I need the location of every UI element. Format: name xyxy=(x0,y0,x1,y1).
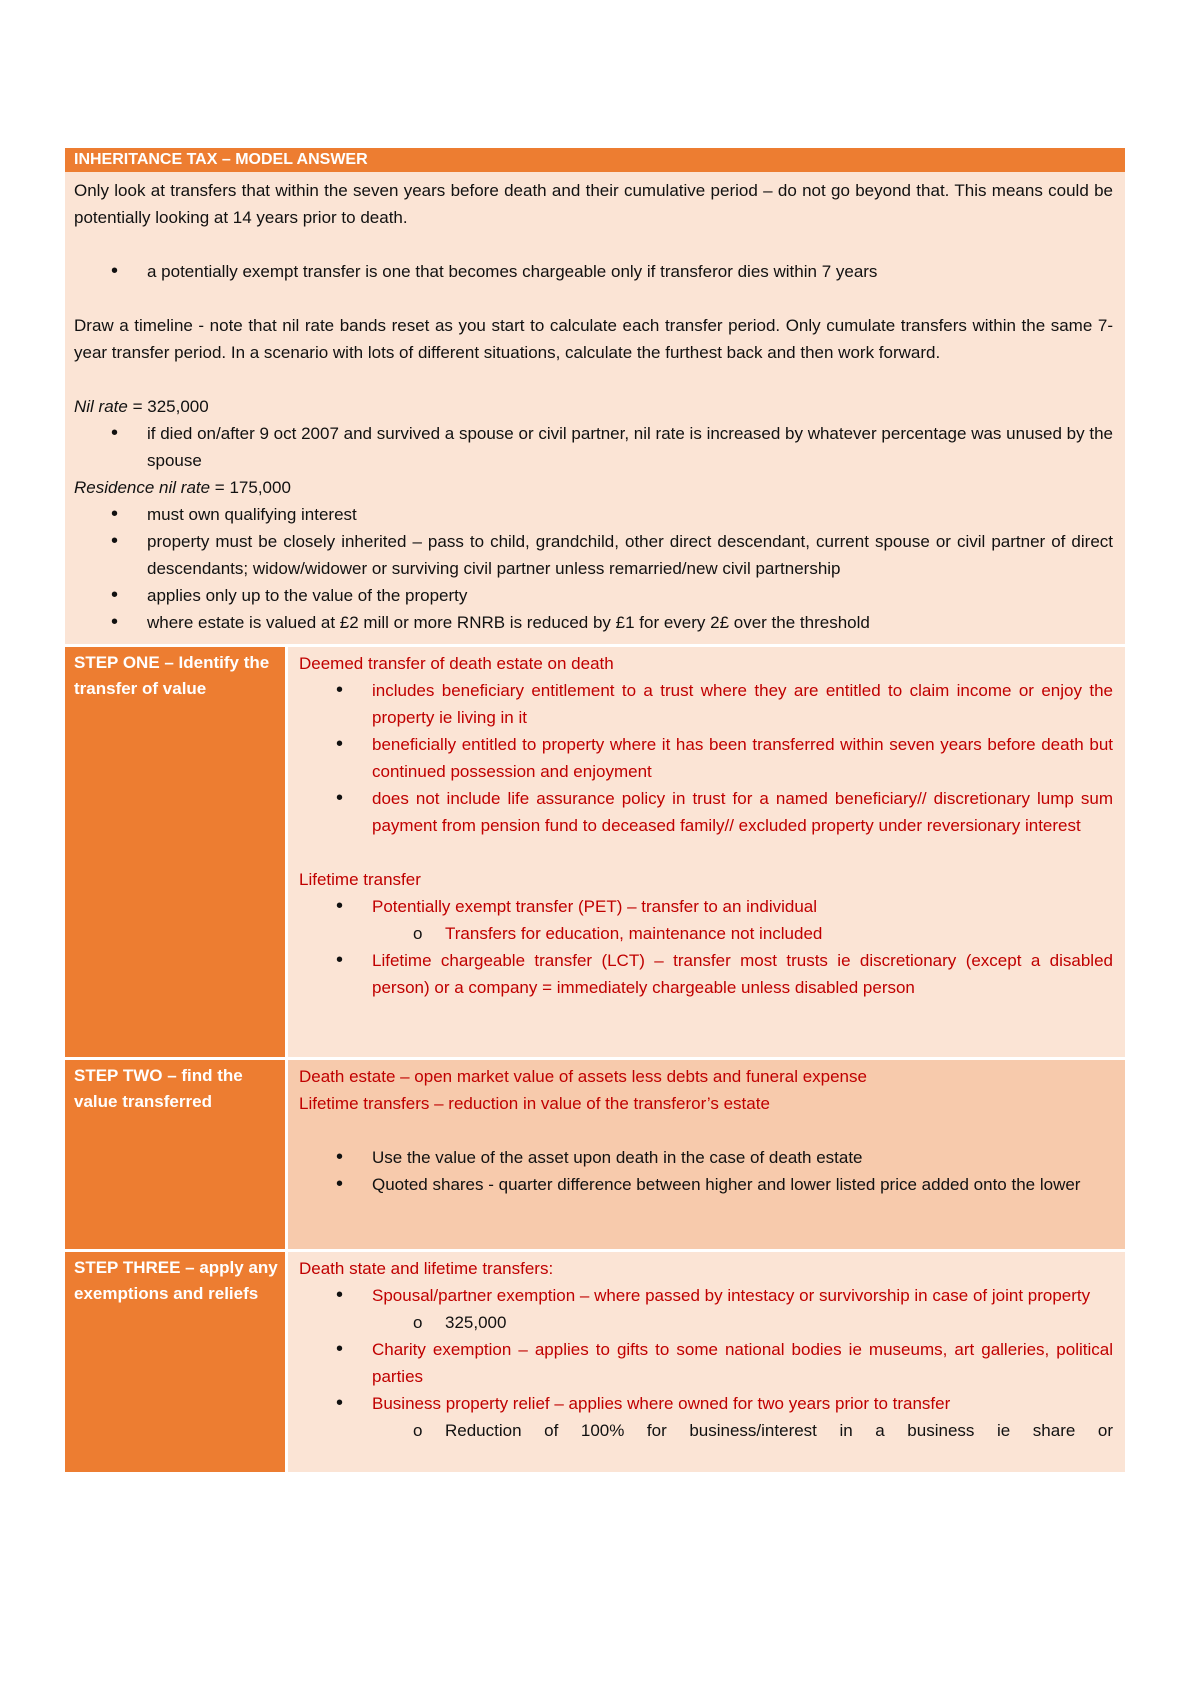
list-item: • beneficially entitled to property where it has been transferred within seven years before death but continued possession and enjoyment xyxy=(372,731,1113,785)
list-item xyxy=(372,1390,1113,1444)
list-item xyxy=(372,893,1113,947)
step-two-row xyxy=(65,1060,1125,1249)
intro-paragraph-2: Draw a timeline - note that nil rate bands reset as you start to calculate each transfer period. Only cumulate transfers within the same 7-year transfer period. In a scenario with lots of different situations, calculate the furthest back and then work forward. xyxy=(74,316,1113,362)
list-item: • Lifetime chargeable transfer (LCT) – transfer most trusts ie discretionary (except a disabled person) or a company = immediately chargeable unless disabled person xyxy=(372,947,1113,1001)
list-item: • must own qualifying interest xyxy=(147,501,1113,528)
list-item: • includes beneficiary entitlement to a trust where they are entitled to claim income or enjoy the property ie living in it xyxy=(372,677,1113,731)
spousal-sub-list xyxy=(372,1309,1113,1336)
nil-rate-label: Nil rate xyxy=(74,397,128,416)
intro-paragraph-1: Only look at transfers that within the seven years before death and their cumulative period – do not go beyond that. This means could be potentially looking at 14 years prior to death. xyxy=(74,181,1113,227)
step-three-content xyxy=(288,1252,1125,1472)
residence-nil-rate-value: = 175,000 xyxy=(210,478,291,497)
list-item: • where estate is valued at £2 mill or more RNRB is reduced by £1 for every 2£ over the threshold xyxy=(147,609,1113,636)
document xyxy=(65,148,1125,1472)
pet-sub-list xyxy=(372,920,1113,947)
lifetime-transfer-list xyxy=(299,893,1113,1001)
list-item: • Quoted shares - quarter difference between higher and lower listed price added onto the lower xyxy=(372,1171,1113,1198)
list-item: • Use the value of the asset upon death in the case of death estate xyxy=(372,1144,1113,1171)
list-item: o 325,000 xyxy=(445,1309,1113,1336)
step-two-list xyxy=(299,1144,1113,1198)
step-two-line-2: Lifetime transfers – reduction in value of the transferor’s estate xyxy=(299,1094,770,1113)
list-item: • a potentially exempt transfer is one that becomes chargeable only if transferor dies within 7 years xyxy=(147,258,1113,285)
step-two-line-1: Death estate – open market value of assets less debts and funeral expense xyxy=(299,1067,867,1086)
list-item: • applies only up to the value of the property xyxy=(147,582,1113,609)
spousal-exemption-text: Spousal/partner exemption – where passed by intestacy or survivorship in case of joint property xyxy=(372,1286,1091,1305)
step-three-label: STEP THREE – apply any exemptions and reliefs xyxy=(65,1252,285,1472)
table-header: INHERITANCE TAX – MODEL ANSWER xyxy=(65,148,1125,172)
bpr-sub-list xyxy=(372,1417,1113,1444)
pet-text: Potentially exempt transfer (PET) – transfer to an individual xyxy=(372,897,818,916)
business-property-relief-text: Business property relief – applies where owned for two years prior to transfer xyxy=(372,1394,951,1413)
list-item: • Charity exemption – applies to gifts to some national bodies ie museums, art galleries, political parties xyxy=(372,1336,1113,1390)
list-item: o Transfers for education, maintenance not included xyxy=(445,920,1113,947)
step-one-list xyxy=(299,677,1113,839)
intro-bullet-list xyxy=(74,258,1113,285)
step-one-row xyxy=(65,647,1125,1057)
intro-section xyxy=(65,172,1125,644)
list-item: • if died on/after 9 oct 2007 and survived a spouse or civil partner, nil rate is increased by whatever percentage was unused by the spouse xyxy=(147,420,1113,474)
step-three-list xyxy=(299,1282,1113,1444)
residence-nil-rate-line xyxy=(74,474,1113,501)
residence-nil-rate-list xyxy=(74,501,1113,636)
step-one-label: STEP ONE – Identify the transfer of value xyxy=(65,647,285,1057)
nil-rate-value: = 325,000 xyxy=(127,397,209,416)
list-item: o Reduction of 100% for business/interest in a business ie share or xyxy=(445,1417,1113,1444)
step-one-content xyxy=(288,647,1125,1057)
step-two-content xyxy=(288,1060,1125,1249)
lifetime-transfer-heading: Lifetime transfer xyxy=(299,870,421,889)
list-item xyxy=(372,1282,1113,1336)
step-one-heading: Deemed transfer of death estate on death xyxy=(299,654,614,673)
list-item: • does not include life assurance policy in trust for a named beneficiary// discretionary lump sum payment from pension fund to deceased family// excluded property under reversionary interest xyxy=(372,785,1113,839)
nil-rate-list xyxy=(74,420,1113,474)
step-two-label: STEP TWO – find the value transferred xyxy=(65,1060,285,1249)
residence-nil-rate-label: Residence nil rate xyxy=(74,478,211,497)
list-item: • property must be closely inherited – pass to child, grandchild, other direct descendant, current spouse or civil partner of direct descendants; widow/widower or surviving civil partner unless remarried/new civil partnership xyxy=(147,528,1113,582)
nil-rate-line xyxy=(74,393,1113,420)
step-three-row xyxy=(65,1252,1125,1472)
step-three-heading: Death state and lifetime transfers: xyxy=(299,1259,554,1278)
